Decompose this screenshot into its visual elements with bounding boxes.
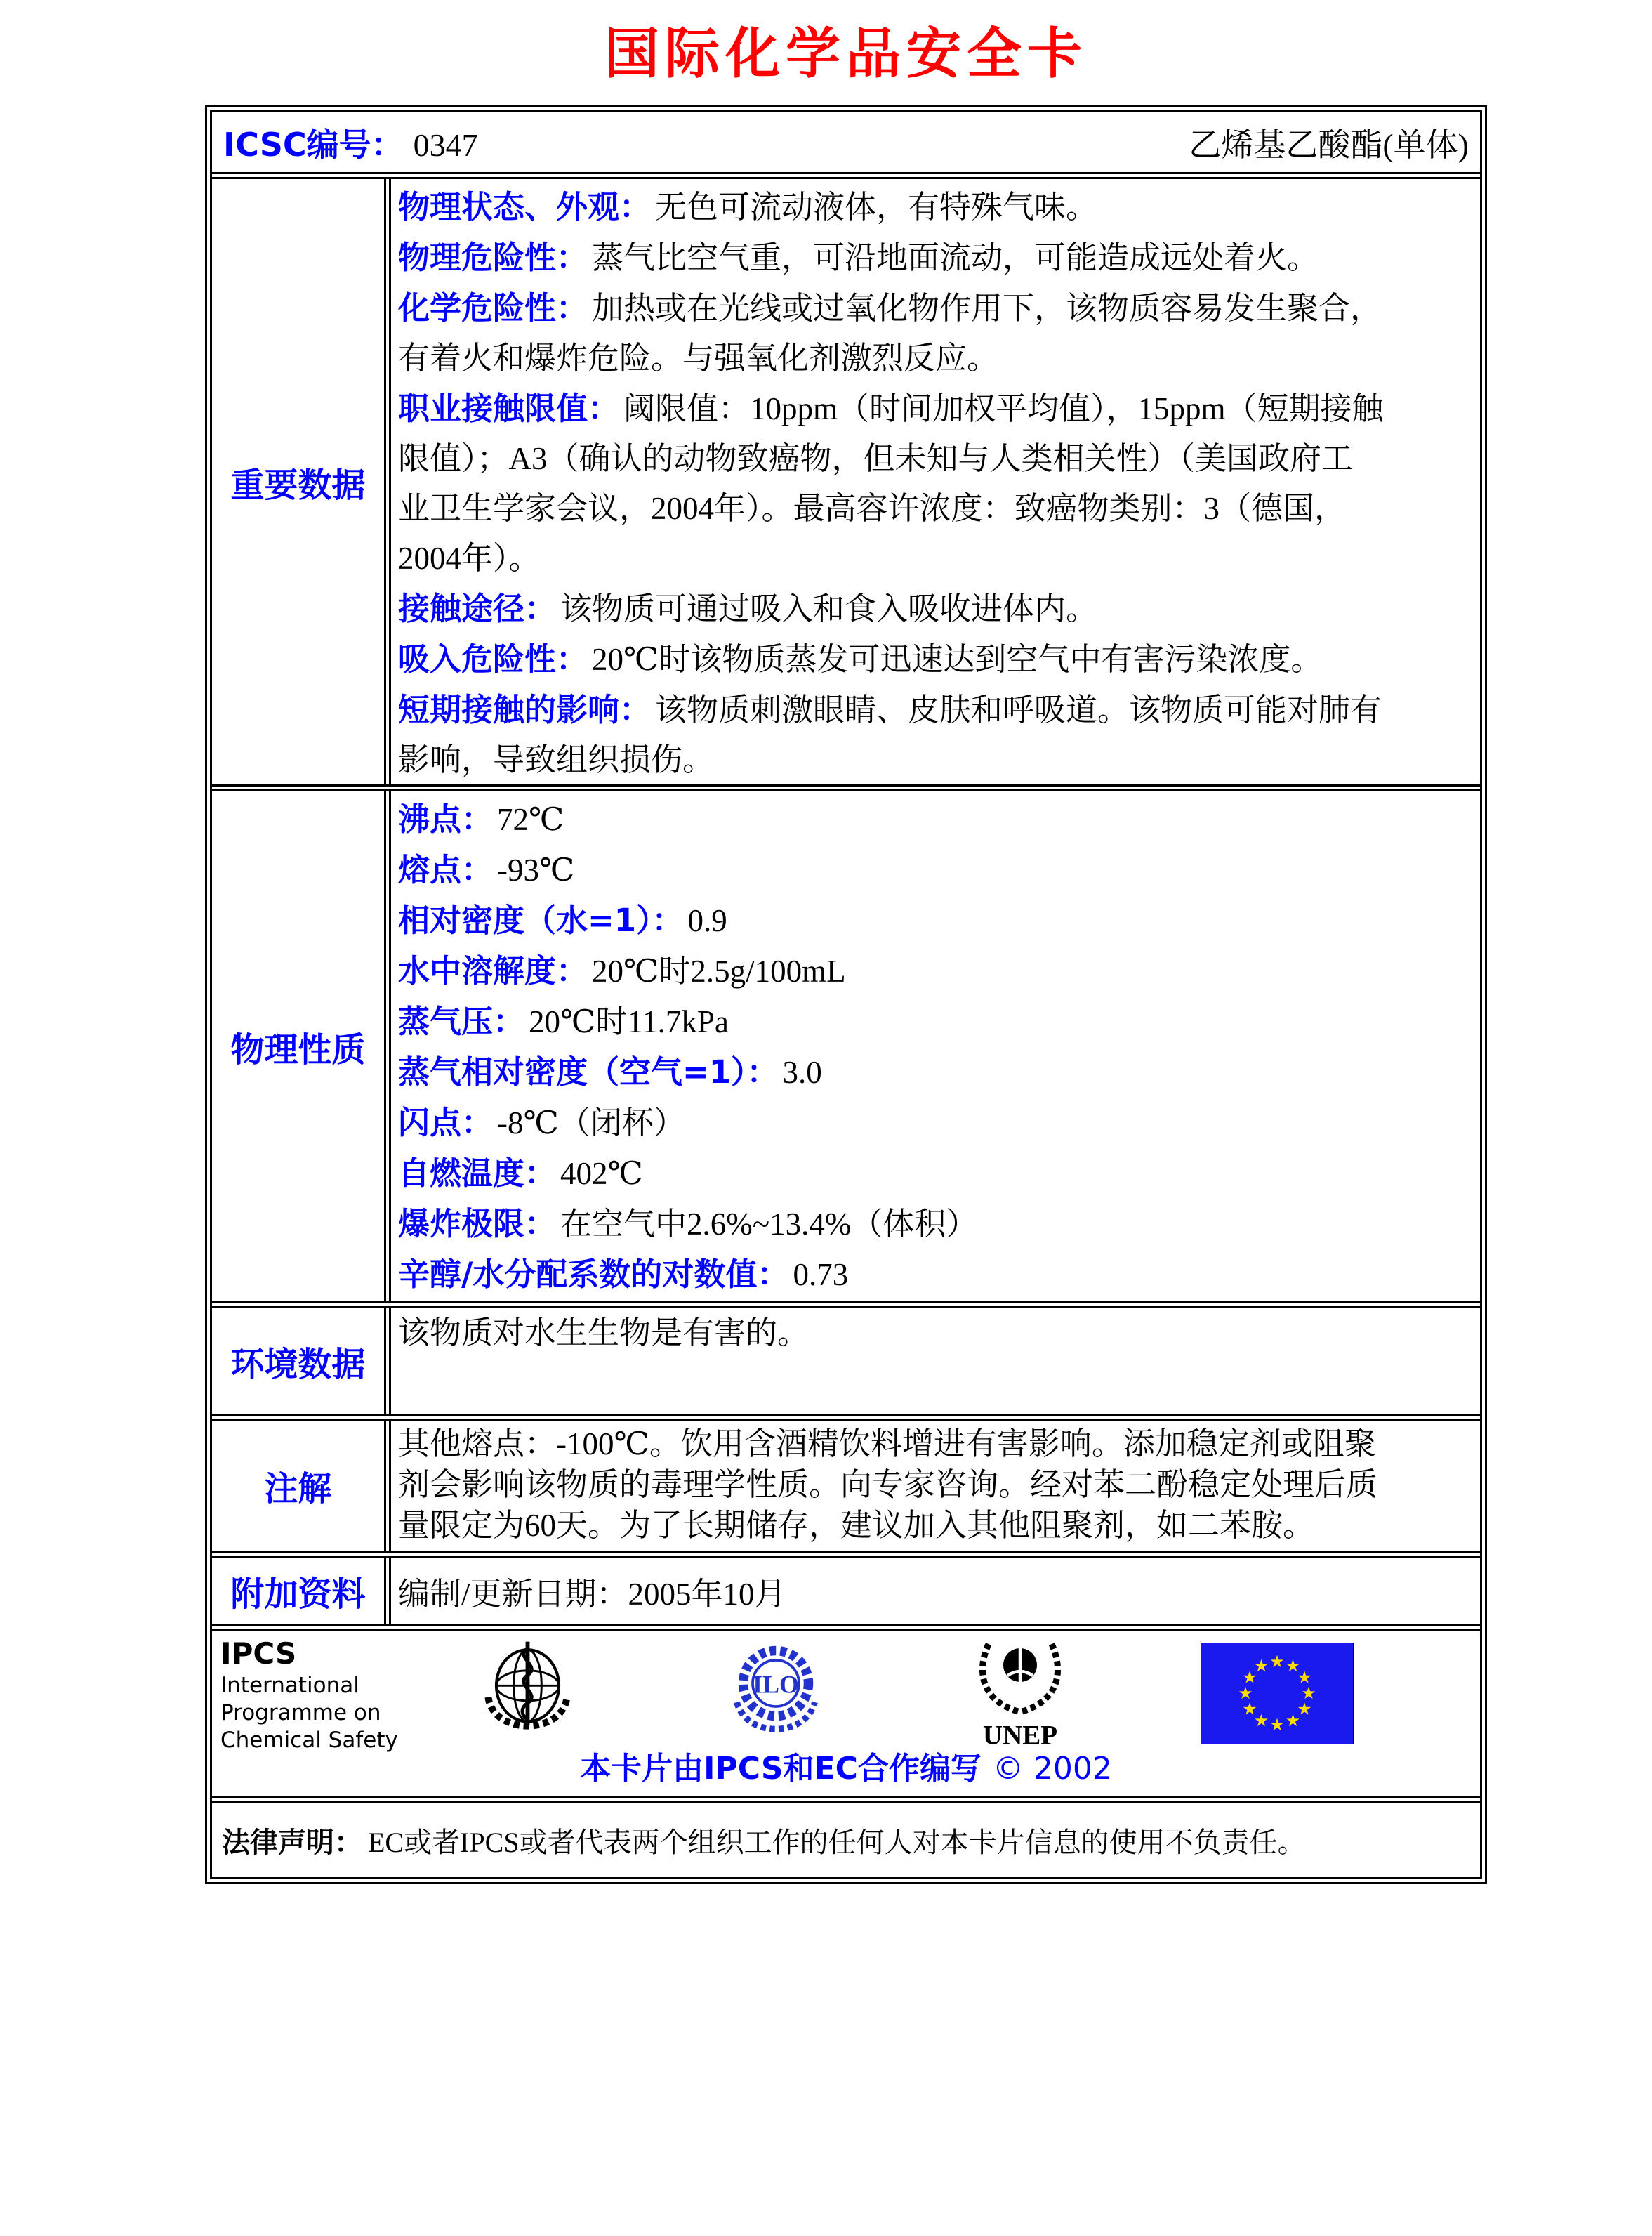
field-label: 职业接触限值： [398,390,620,427]
field-label: 物理危险性： [398,239,588,276]
legal-notice-text: EC或者IPCS或者代表两个组织工作的任何人对本卡片信息的使用不负责任。 [368,1827,1306,1858]
caption-year: © 2002 [992,1751,1112,1787]
ipcs-subtitle-line2: Programme on [220,1700,381,1725]
field-text: 阈限值：10ppm（时间加权平均值），15ppm（短期接触 [623,391,1384,426]
field-text: 业卫生学家会议，2004年）。最高容许浓度：致癌物类别：3（德国， [398,491,1347,526]
text-line [398,584,1473,634]
field-text: 3.0 [782,1055,822,1090]
chemical-name: 乙烯基乙酸酯(单体) [1189,126,1469,163]
text-line [398,794,1473,845]
field-text: 72℃ [497,802,564,837]
section-label-environment: 环境数据 [212,1308,391,1414]
icsc-number-label: ICSC编号： [223,125,404,164]
section-environmental-data [212,1308,1480,1421]
field-label: 物理状态、外观： [398,188,652,225]
text-line [398,1047,1473,1098]
text-line [398,283,1473,334]
field-label: 水中溶解度： [398,952,588,989]
text-line [398,182,1473,232]
field-text: 0.73 [793,1257,849,1292]
field-text: 在空气中2.6%~13.4%（体积） [560,1206,978,1242]
field-text: 其他熔点：-100℃。饮用含酒精饮料增进有害影响。添加稳定剂或阻聚 [398,1426,1376,1461]
section-label-additional: 附加资料 [212,1558,391,1624]
svg-text:★: ★ [1242,1667,1257,1688]
text-line [398,735,1473,784]
text-line [398,685,1473,735]
who-logo-icon [459,1637,596,1756]
ilo-logo-icon [709,1641,842,1750]
field-text: 限值）；A3（确认的动物致癌物，但未知与人类相关性）（美国政府工 [398,441,1353,476]
text-line [398,845,1473,895]
safety-card-table [205,105,1487,1884]
field-text: 加热或在光线或过氧化物作用下，该物质容易发生聚合， [592,291,1382,326]
ipcs-title: IPCS [220,1636,297,1671]
section-content-environment [391,1308,1480,1414]
cooperation-caption [212,1743,1480,1788]
svg-text:★: ★ [1269,1715,1285,1735]
section-content-physical [391,791,1480,1301]
field-label: 辛醇/水分配系数的对数值： [398,1256,789,1293]
text-line [398,383,1473,434]
text-line [398,1199,1473,1249]
field-label: 闪点： [398,1104,494,1141]
field-text: -93℃ [497,853,575,888]
card-header-row [212,112,1480,179]
section-additional-info [212,1558,1480,1631]
text-line [398,1464,1473,1505]
field-label: 爆炸极限： [398,1205,557,1242]
text-line [398,997,1473,1047]
section-content-notes [391,1421,1480,1551]
field-text: 2004年）。 [398,541,541,576]
field-text: 无色可流动液体，有特殊气味。 [655,190,1098,225]
field-label: 接触途径： [398,590,557,627]
icsc-number-value: 0347 [413,126,478,163]
svg-text:★: ★ [1285,1656,1301,1676]
text-line [398,484,1473,534]
text-line [398,1568,786,1614]
text-line [398,895,1473,946]
section-physical-properties [212,791,1480,1308]
field-text: 402℃ [560,1156,643,1191]
field-text: 量限定为60天。为了长期储存，建议加入其他阻聚剂，如二苯胺。 [398,1508,1315,1543]
logos-row [212,1631,1480,1803]
section-content-important [391,179,1480,784]
text-line [398,434,1473,484]
section-notes [212,1421,1480,1558]
svg-text:★: ★ [1253,1711,1269,1730]
section-content-additional [391,1558,1480,1624]
text-line [398,334,1473,383]
field-text: 该物质对水生生物是有害的。 [398,1315,810,1350]
text-line [398,534,1473,584]
field-text: 编制/更新日期：2005年10月 [398,1577,786,1612]
svg-text:UNEP: UNEP [982,1720,1058,1751]
section-important-data [212,179,1480,791]
text-line [398,634,1473,685]
text-line [398,1423,1473,1464]
legal-notice-row [212,1803,1480,1877]
field-text: 0.9 [687,903,727,938]
field-label: 相对密度（水=1）： [398,902,684,939]
field-label: 化学危险性： [398,289,588,327]
field-text: 该物质可通过吸入和食入吸收进体内。 [560,591,1098,626]
unep-logo-icon [960,1636,1080,1755]
svg-text:★: ★ [1297,1699,1312,1719]
svg-text:★: ★ [1238,1683,1253,1703]
text-line [398,232,1473,283]
svg-text:★: ★ [1297,1667,1312,1688]
field-label: 沸点： [398,801,494,838]
caption-text: 本卡片由IPCS和EC合作编写 [580,1751,982,1787]
field-text: -8℃（闭杯） [497,1105,685,1140]
field-text: 剂会影响该物质的毒理学性质。向专家咨询。经对苯二酚稳定处理后质 [398,1467,1378,1502]
field-label: 自燃温度： [398,1155,557,1192]
section-label-notes: 注解 [212,1421,391,1551]
field-label: 蒸气相对密度（空气=1）： [398,1053,779,1091]
text-line [398,1098,1473,1148]
section-label-important: 重要数据 [212,179,391,784]
text-line [398,1505,1473,1546]
field-text: 该物质刺激眼睛、皮肤和呼吸道。该物质可能对肺有 [655,692,1382,728]
section-label-physical: 物理性质 [212,791,391,1301]
eu-flag-icon [1201,1643,1354,1748]
text-line [398,1249,1473,1300]
ipcs-text-block [220,1636,398,1754]
field-text: 20℃时该物质蒸发可迅速达到空气中有害污染浓度。 [592,642,1323,677]
field-text: 20℃时11.7kPa [529,1004,729,1039]
text-line [398,1148,1473,1199]
field-label: 蒸气压： [398,1003,525,1040]
icsc-number-group [223,119,478,166]
svg-text:★: ★ [1242,1699,1257,1719]
field-label: 吸入危险性： [398,640,588,678]
text-line [398,1311,1473,1355]
ipcs-subtitle-line3: Chemical Safety [220,1728,398,1753]
svg-text:★: ★ [1269,1652,1285,1671]
field-text: 有着火和爆炸危险。与强氧化剂激烈反应。 [398,341,999,376]
svg-text:★: ★ [1253,1656,1269,1676]
page-title: 国际化学品安全卡 [604,22,1088,86]
svg-text:★: ★ [1285,1711,1301,1730]
legal-notice-label: 法律声明： [222,1827,362,1859]
field-text: 20℃时2.5g/100mL [592,954,846,989]
svg-text:ILO: ILO [752,1670,800,1699]
ipcs-subtitle-line1: International [220,1673,359,1698]
svg-text:★: ★ [1301,1683,1316,1703]
field-label: 短期接触的影响： [398,691,652,728]
field-text: 蒸气比空气重，可沿地面流动，可能造成远处着火。 [592,240,1319,275]
field-text: 影响，导致组织损伤。 [398,742,715,777]
text-line [398,946,1473,997]
field-label: 熔点： [398,851,494,888]
